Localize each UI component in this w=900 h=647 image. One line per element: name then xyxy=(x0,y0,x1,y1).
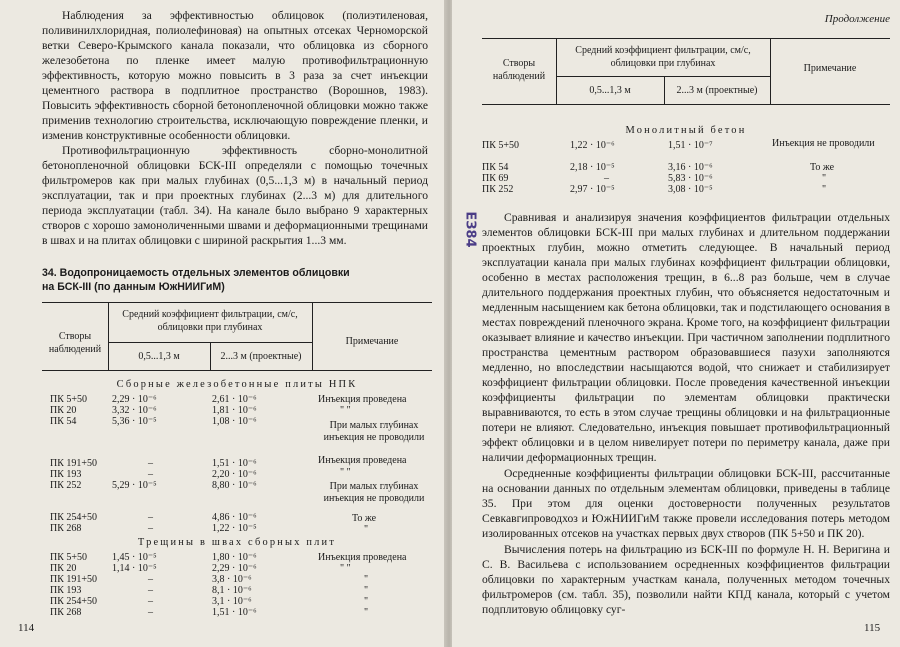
right-table-mid-rule xyxy=(556,76,770,77)
table-row-station: ПК 54 xyxy=(482,162,509,173)
table-header-bottom-rule xyxy=(42,370,432,371)
table-row-note: " xyxy=(364,524,369,535)
right-table-top-rule xyxy=(482,38,890,39)
table-row-shallow: 2,18 · 10⁻⁵ xyxy=(570,162,615,173)
table-row-design: 3,8 · 10⁻⁶ xyxy=(212,574,252,585)
table-row-station: ПК 20 xyxy=(50,405,77,416)
table-row-design: 2,29 · 10⁻⁶ xyxy=(212,563,257,574)
table-row-note: То же xyxy=(810,162,835,173)
table-row-design: 1,51 · 10⁻⁷ xyxy=(668,140,713,151)
table-caption-line1: 34. Водопроницаемость отдельных элементов облицовки xyxy=(42,267,350,279)
table-row-design: 1,08 · 10⁻⁶ xyxy=(212,416,257,427)
table-row-note: " " xyxy=(340,467,351,478)
right-header-shallow: 0,5...1,3 м xyxy=(589,85,631,96)
table-row-note: " xyxy=(364,607,369,618)
table-row-station: ПК 268 xyxy=(50,607,82,618)
table-row-shallow: 3,32 · 10⁻⁶ xyxy=(112,405,157,416)
table-row-station: ПК 252 xyxy=(50,480,82,491)
right-header-design: 2...3 м (проектные) xyxy=(676,85,758,96)
table-row-station: ПК 54 xyxy=(50,416,77,427)
table-row-design: 2,61 · 10⁻⁶ xyxy=(212,394,257,405)
header-note: Примечание xyxy=(345,336,399,347)
table-row-note: " " xyxy=(340,405,351,416)
left-paragraph-2: Противофильтрационную эффективность сборно-монолитной бетонопленочной облицовки БСК-III определяли с помощью точечных фильтромеров как при малых глубинах (0,5...1,3 м) в начальный период эксплуатации, так и при проектных глубинах (2...3 м) для длительного периода эксплуатации (табл. 34). На канале было выбрано 9 характерных створов с хорошо замоноличенными швами и деформационными трещинами в швах и на плитах облицовки с шириной раскрытия 1...3 мм. xyxy=(42,144,428,247)
table-row-note: При малых глубинах инъекция не проводили xyxy=(323,420,425,443)
table-row-design: 4,86 · 10⁻⁶ xyxy=(212,512,257,523)
table-top-rule xyxy=(42,302,432,303)
right-paragraph-2: Осредненные коэффициенты фильтрации облицовки БСК-III, рассчитанные на основании данных по отдельным элементам облицовки, приведены в таблице 35. При этом для оценки достоверности полученных результатов Севкавгипроводхоз и ЮжНИИГиМ также провели исследования потерь методом изолированных отсеков на участках первых двух створов (ПК 5+50 и ПК 20). xyxy=(482,467,890,540)
table-row-design: 3,08 · 10⁻⁵ xyxy=(668,184,713,195)
table-row-station: ПК 5+50 xyxy=(50,552,88,563)
table-row-shallow: 2,97 · 10⁻⁵ xyxy=(570,184,615,195)
table-row-station: ПК 268 xyxy=(50,523,82,534)
left-page-number: 114 xyxy=(18,622,35,634)
right-header-coef-group: Средний коэффициент фильтрации, см/с, облицовки при глубинах xyxy=(575,45,751,69)
table-row-design: 2,20 · 10⁻⁶ xyxy=(212,469,257,480)
table-row-shallow: 1,22 · 10⁻⁶ xyxy=(570,140,615,151)
table-row-station: ПК 193 xyxy=(50,585,82,596)
right-paragraph-1: Сравнивая и анализируя значения коэффициентов фильтрации отдельных элементов облицовки БСК-III при малых глубинах и длительном поддержании проектных глубин, можно отметить следующее. В начальный период эксплуатации канала при малых глубинах коэффициент фильтрации облицовки, особенно в местах расположения трещин, в 6...8 раз больше, чем в случае длительного поддержания проектных глубин, что объясняется недостаточным и медленным насыщением как бетона облицовки, так и подстилающего основания в местах повреждений пленочного экрана. Кроме того, на коэффициент фильтрации оказывает влияние и качество инъекции. При частичном заполнении подплитного пространства цементным раствором образовавшиеся пазухи заполняются медленно, но впоследствии насыщаются водой, что снижает и стабилизирует коэффициент фильтрации облицовки. После проведения качественной инъекции коэффициенты фильтрации по элементам облицовки практически выравниваются, то есть в этом случае трещины облицовки и на фильтрационные потери не влияют. Следовательно, инъекция повышает противофильтрационный эффект облицовки и в целом нивелирует потери по периметру канала, даже при наличии деформационных трещин. xyxy=(482,211,890,464)
section-cracks-in-joints: Трещины в швах сборных плит xyxy=(137,537,337,548)
table-row-station: ПК 5+50 xyxy=(482,140,520,151)
table-row-station: ПК 69 xyxy=(482,173,509,184)
header-design: 2...3 м (проектные) xyxy=(220,351,302,362)
header-stations: Створы наблюдений xyxy=(48,331,102,355)
table-row-design: 3,1 · 10⁻⁶ xyxy=(212,596,252,607)
ink-stamp: ЕЗ84 xyxy=(462,211,478,248)
table-row-note: Инъекция проведена xyxy=(318,552,407,563)
table-row-note: " xyxy=(822,184,827,195)
table-row-shallow: 5,36 · 10⁻⁵ xyxy=(112,416,157,427)
table-row-shallow: – xyxy=(148,523,153,534)
table-row-station: ПК 254+50 xyxy=(50,596,98,607)
table-row-shallow: – xyxy=(604,173,609,184)
continuation-label: Продолжение xyxy=(824,13,890,25)
table-row-station: ПК 193 xyxy=(50,469,82,480)
table-row-note: То же xyxy=(352,513,377,524)
table-row-design: 3,16 · 10⁻⁶ xyxy=(668,162,713,173)
left-page xyxy=(0,0,446,647)
table-row-note: Инъекция проведена xyxy=(318,455,407,466)
table-row-design: 1,81 · 10⁻⁶ xyxy=(212,405,257,416)
table-row-station: ПК 5+50 xyxy=(50,394,88,405)
table-row-shallow: – xyxy=(148,607,153,618)
table-row-shallow: – xyxy=(148,469,153,480)
section-monolithic-concrete: Монолитный бетон xyxy=(625,125,747,136)
right-paragraph-3: Вычисления потерь на фильтрацию из БСК-III по формуле Н. Н. Веригина и С. В. Васильева с использованием осредненных коэффициентов фильтрации облицовки по характерным участкам канала, полученных методом точечных фильтромеров (см. табл. 35), позволили найти КПД канала, который с учетом подплитовую облицовку суг- xyxy=(482,543,890,616)
table-row-shallow: 5,29 · 10⁻⁵ xyxy=(112,480,157,491)
table-row-shallow: 1,14 · 10⁻⁵ xyxy=(112,563,157,574)
right-page xyxy=(452,0,900,647)
table-row-shallow: 2,29 · 10⁻⁶ xyxy=(112,394,157,405)
table-row-note: " " xyxy=(340,563,351,574)
table-row-station: ПК 191+50 xyxy=(50,574,98,585)
section-precast-plates: Сборные железобетонные плиты НПК xyxy=(116,379,358,390)
table-row-station: ПК 254+50 xyxy=(50,512,98,523)
table-row-shallow: – xyxy=(148,596,153,607)
table-row-design: 1,51 · 10⁻⁶ xyxy=(212,607,257,618)
table-row-design: 1,22 · 10⁻⁵ xyxy=(212,523,257,534)
table-caption-line2: на БСК-III (по данным ЮжНИИГиМ) xyxy=(42,281,225,293)
table-row-note: При малых глубинах инъекция не проводили xyxy=(323,481,425,504)
table-row-shallow: 1,45 · 10⁻⁵ xyxy=(112,552,157,563)
table-row-station: ПК 191+50 xyxy=(50,458,98,469)
table-row-station: ПК 20 xyxy=(50,563,77,574)
table-row-station: ПК 252 xyxy=(482,184,514,195)
header-shallow: 0,5...1,3 м xyxy=(138,351,180,362)
table-row-note: Инъекция не проводили xyxy=(772,138,875,149)
header-coef-group: Средний коэффициент фильтрации, см/с, облицовки при глубинах xyxy=(122,309,298,333)
table-mid-rule xyxy=(108,342,312,343)
left-paragraph-1: Наблюдения за эффективностью облицовок (полиэтиленовая, поливинилхлоридная, полиолефиновая) на опытных отсеках Черноморской ветки Северо-Крымского канала показали, что облицовка из сборного железобетона по пленке имеет малую противофильтрационную эффективность, которую можно повысить в 3 раза за счет инъекции цементного раствора в подплитное пространство (Ворошнов, 1983). Повысить эффективность сборной бетонопленочной облицовки можно также применив технологию строительства, исключающую повреждение пленки, и изменив конструктивные особенности облицовки. xyxy=(42,9,428,142)
table-row-shallow: – xyxy=(148,585,153,596)
right-header-stations: Створы наблюдений xyxy=(492,58,546,82)
table-row-design: 1,51 · 10⁻⁶ xyxy=(212,458,257,469)
table-row-design: 8,1 · 10⁻⁶ xyxy=(212,585,252,596)
table-row-note: " xyxy=(822,173,827,184)
right-page-number: 115 xyxy=(864,622,881,634)
table-row-design: 8,80 · 10⁻⁶ xyxy=(212,480,257,491)
table-row-note: Инъекция проведена xyxy=(318,394,407,405)
right-table-header-bottom-rule xyxy=(482,104,890,105)
right-header-note: Примечание xyxy=(803,63,857,74)
table-row-note: " xyxy=(364,596,369,607)
table-row-note: " xyxy=(364,574,369,585)
table-row-shallow: – xyxy=(148,574,153,585)
table-row-shallow: – xyxy=(148,458,153,469)
table-row-design: 1,80 · 10⁻⁶ xyxy=(212,552,257,563)
table-row-shallow: – xyxy=(148,512,153,523)
table-row-design: 5,83 · 10⁻⁶ xyxy=(668,173,713,184)
table-row-note: " xyxy=(364,585,369,596)
